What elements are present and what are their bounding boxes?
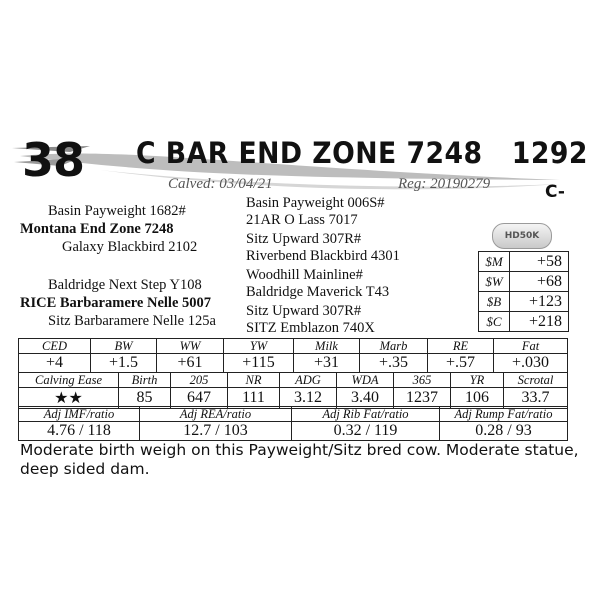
animal-tag: 1292: [511, 136, 588, 170]
performance-header: Calving Ease: [19, 373, 119, 388]
performance-header: Scrotal: [504, 373, 568, 388]
performance-header: YR: [451, 373, 504, 388]
pedigree-pair-3: [246, 267, 389, 301]
index-value: +68: [510, 272, 569, 292]
carcass-value: 12.7 / 103: [140, 422, 292, 441]
performance-header: NR: [228, 373, 280, 388]
index-row: [479, 292, 569, 312]
carcass-header: Adj REA/ratio: [140, 407, 292, 422]
carcass-table: [18, 406, 568, 441]
pedigree-dam: 21AR O Lass 7017: [246, 212, 358, 228]
performance-header: 365: [394, 373, 451, 388]
dam-name: RICE Barbaramere Nelle 5007: [20, 295, 212, 311]
pedigree-pair-4: [246, 303, 375, 337]
performance-value: 33.7: [504, 388, 568, 409]
performance-header: ADG: [280, 373, 337, 388]
calving-ease-stars: ★★: [19, 388, 119, 409]
carcass-value-row: [19, 422, 568, 441]
performance-value: 3.12: [280, 388, 337, 409]
performance-value: 3.40: [337, 388, 394, 409]
index-key: $C: [479, 312, 510, 332]
pedigree-pair-2: [246, 231, 400, 265]
animal-name: C BAR END ZONE 7248: [136, 136, 483, 170]
epd-value: +.57: [428, 354, 494, 373]
epd-value: +1.5: [91, 354, 157, 373]
carcass-header: Adj IMF/ratio: [19, 407, 140, 422]
index-value: +58: [510, 252, 569, 272]
epd-value: +31: [294, 354, 360, 373]
performance-value: 106: [451, 388, 504, 409]
index-value: +123: [510, 292, 569, 312]
lot-description: Moderate birth weigh on this Payweight/Sitz bred cow. Moderate statue, deep sided dam.: [20, 441, 579, 478]
carcass-header: Adj Rib Fat/ratio: [292, 407, 440, 422]
epd-header: Marb: [360, 339, 428, 354]
performance-value: 111: [228, 388, 280, 409]
animal-title: [136, 136, 588, 170]
hd50k-badge: HD50K: [492, 223, 552, 249]
epd-value: +115: [224, 354, 294, 373]
epd-value: +.35: [360, 354, 428, 373]
dam-grand-sire: Baldridge Next Step Y108: [48, 277, 202, 293]
index-key: $M: [479, 252, 510, 272]
pedigree-dam: SITZ Emblazon 740X: [246, 320, 375, 336]
performance-header: 205: [171, 373, 228, 388]
epd-value: +4: [19, 354, 91, 373]
grade-badge: C-: [545, 182, 565, 202]
index-value: +218: [510, 312, 569, 332]
index-key: $B: [479, 292, 510, 312]
epd-header: YW: [224, 339, 294, 354]
epd-value-row: [19, 354, 568, 373]
sire-name: Montana End Zone 7248: [20, 221, 174, 237]
pedigree-sire: Sitz Upward 307R#: [246, 231, 362, 247]
performance-value: 85: [119, 388, 171, 409]
pedigree-pair-1: [246, 195, 385, 229]
dam-grand-dam: Sitz Barbaramere Nelle 125a: [48, 313, 216, 329]
carcass-value: 4.76 / 118: [19, 422, 140, 441]
performance-header: WDA: [337, 373, 394, 388]
carcass-header: Adj Rump Fat/ratio: [440, 407, 568, 422]
epd-table: [18, 338, 568, 373]
sire-grand-sire: Basin Payweight 1682#: [48, 203, 186, 219]
epd-header: CED: [19, 339, 91, 354]
registration-number: Reg: 20190279: [398, 176, 491, 192]
pedigree-sire: Basin Payweight 006S#: [246, 195, 385, 211]
epd-header-row: [19, 339, 568, 354]
index-key: $W: [479, 272, 510, 292]
pedigree-dam: Baldridge Maverick T43: [246, 284, 390, 300]
pedigree-sire: Sitz Upward 307R#: [246, 303, 362, 319]
index-row: [479, 312, 569, 332]
performance-value: 647: [171, 388, 228, 409]
epd-header: BW: [91, 339, 157, 354]
carcass-header-row: [19, 407, 568, 422]
epd-header: RE: [428, 339, 494, 354]
epd-value: +61: [157, 354, 224, 373]
pedigree-dam: Riverbend Blackbird 4301: [246, 248, 400, 264]
index-table: [478, 251, 569, 332]
performance-header-row: [19, 373, 568, 388]
performance-header: Birth: [119, 373, 171, 388]
performance-table: [18, 372, 568, 409]
epd-header: WW: [157, 339, 224, 354]
carcass-value: 0.28 / 93: [440, 422, 568, 441]
pedigree-sire: Woodhill Mainline#: [246, 267, 363, 283]
epd-header: Milk: [294, 339, 360, 354]
lot-number: 38: [22, 133, 85, 187]
performance-value: 1237: [394, 388, 451, 409]
calved-date: Calved: 03/04/21: [168, 176, 273, 192]
epd-value: +.030: [494, 354, 568, 373]
index-row: [479, 272, 569, 292]
epd-header: Fat: [494, 339, 568, 354]
carcass-value: 0.32 / 119: [292, 422, 440, 441]
sire-grand-dam: Galaxy Blackbird 2102: [62, 239, 198, 255]
index-row: [479, 252, 569, 272]
